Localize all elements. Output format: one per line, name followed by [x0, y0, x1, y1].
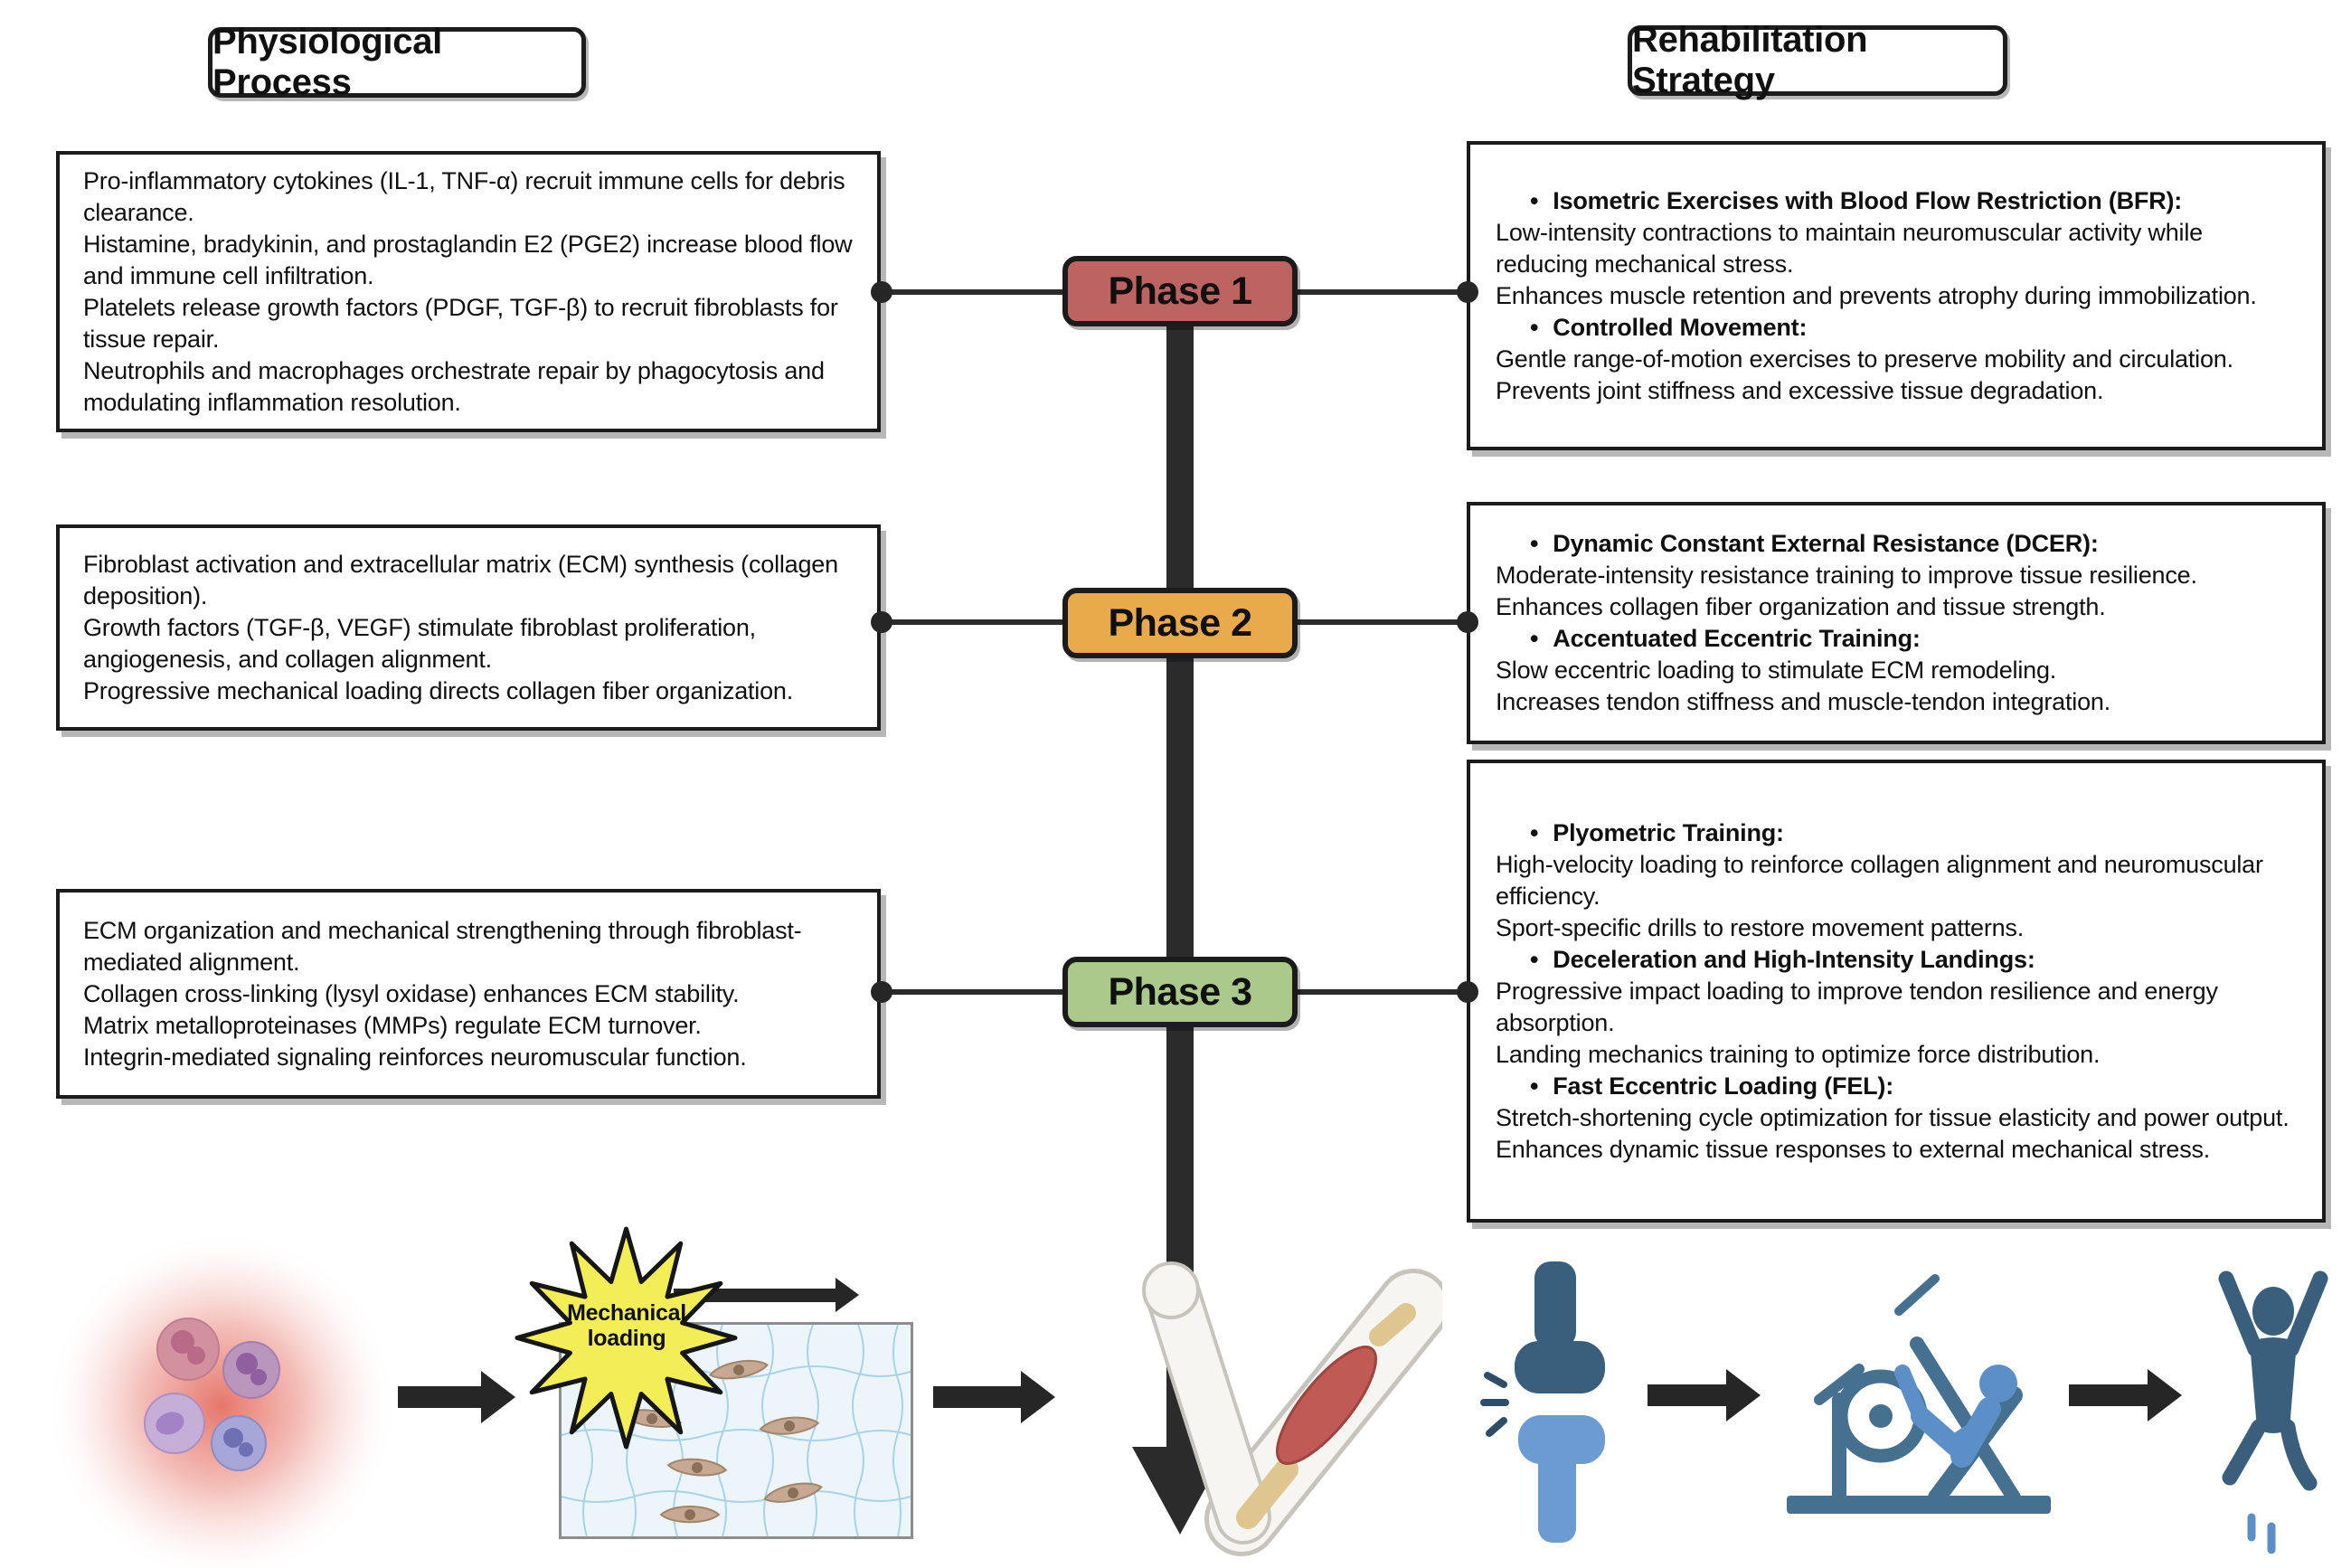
- rehab-text: Sport-specific drills to restore movement patterns.: [1496, 913, 2025, 941]
- arrow-right-icon: [1648, 1369, 1761, 1422]
- rehab-text: Enhances collagen fiber organization and tissue strength.: [1496, 593, 2106, 620]
- physiological-process-header-label: Physiological Process: [212, 22, 442, 102]
- physiology-text: Collagen cross-linking (lysyl oxidase) enhances ECM stability.: [83, 979, 740, 1007]
- physiology-text: Neutrophils and macrophages orchestrate repair by phagocytosis and modulating inflammation resolution.: [83, 356, 825, 416]
- rehab-item-heading: • Isometric Exercises with Blood Flow Restriction (BFR):: [1496, 185, 2297, 217]
- physiology-text: Histamine, bradykinin, and prostaglandin E2 (PGE2) increase blood flow and immune cell infiltration.: [83, 230, 853, 289]
- inflamed-cells-icon: [41, 1230, 402, 1568]
- phase1-label: Phase 1: [1108, 269, 1252, 313]
- physiological-process-header: [208, 22, 586, 102]
- connector-dot: [871, 281, 892, 303]
- physiology-text: Matrix metalloproteinases (MMPs) regulate ECM turnover.: [83, 1011, 702, 1039]
- rehab-text: High-velocity loading to reinforce collagen alignment and neuromuscular efficiency.: [1496, 850, 2263, 910]
- physiology-text: Integrin-mediated signaling reinforces neuromuscular function.: [83, 1043, 747, 1071]
- physiology-text: Progressive mechanical loading directs collagen fiber organization.: [83, 676, 794, 704]
- rehab-item-heading: • Deceleration and High-Intensity Landings:: [1496, 944, 2297, 976]
- physiology-text: Pro-inflammatory cytokines (IL-1, TNF-α) recruit immune cells for debris clearance.: [83, 166, 845, 226]
- connector-dot: [1457, 611, 1478, 633]
- rehab-text: Increases tendon stiffness and muscle-tendon integration.: [1496, 688, 2111, 715]
- rehab-text: Moderate-intensity resistance training to improve tissue resilience.: [1496, 562, 2197, 589]
- connector-dot: [871, 981, 892, 1003]
- rehab-text: Progressive impact loading to improve tendon resilience and energy absorption.: [1496, 977, 2218, 1036]
- physiology-text: Fibroblast activation and extracellular matrix (ECM) synthesis (collagen deposition).: [83, 550, 838, 609]
- rehab-text: Gentle range-of-motion exercises to preserve mobility and circulation.: [1496, 345, 2233, 373]
- rehab-text: Enhances dynamic tissue responses to external mechanical stress.: [1496, 1135, 2211, 1163]
- jumping-person-icon: [2199, 1255, 2344, 1554]
- mechanical-loading-label: Mechanical loading: [567, 1300, 686, 1351]
- connector-dot: [871, 611, 892, 633]
- connector-dot: [1457, 281, 1478, 303]
- rehab-item-heading: • Accentuated Eccentric Training:: [1496, 623, 2297, 655]
- physiology-text: Growth factors (TGF-β, VEGF) stimulate fibroblast proliferation, angiogenesis, and collagen alignment.: [83, 613, 756, 673]
- rehab-box-phase2: [1467, 502, 2326, 744]
- rehab-item-heading: • Controlled Movement:: [1496, 312, 2297, 344]
- phase2-label: Phase 2: [1108, 600, 1252, 645]
- phase2-badge: [1062, 588, 1298, 658]
- physiology-box-phase1: [56, 151, 881, 432]
- leg-press-icon: [1783, 1264, 2054, 1522]
- phase3-badge: [1062, 957, 1298, 1027]
- physiology-text: ECM organization and mechanical strengthening through fibroblast-mediated alignment.: [83, 916, 802, 976]
- rehab-text: Slow eccentric loading to stimulate ECM remodeling.: [1496, 656, 2057, 684]
- rehabilitation-strategy-header-label: Rehabilitation Strategy: [1632, 20, 1868, 100]
- rehab-item-heading: • Plyometric Training:: [1496, 817, 2297, 849]
- physiology-box-phase3: [56, 889, 881, 1099]
- physiology-box-phase2: [56, 524, 881, 731]
- rehab-text: Stretch-shortening cycle optimization for tissue elasticity and power output.: [1496, 1103, 2290, 1131]
- connector-dot: [1457, 981, 1478, 1003]
- rehab-item-heading: • Fast Eccentric Loading (FEL):: [1496, 1071, 2297, 1102]
- rehabilitation-strategy-header: [1628, 20, 2007, 100]
- arrow-right-icon: [2069, 1369, 2182, 1422]
- rehab-item-heading: • Dynamic Constant External Resistance (DCER):: [1496, 528, 2297, 560]
- rehab-text: Low-intensity contractions to maintain neuromuscular activity while reducing mechanical stress.: [1496, 218, 2203, 278]
- rehab-text: Enhances muscle retention and prevents atrophy during immobilization.: [1496, 281, 2257, 309]
- rehab-box-phase1: [1467, 141, 2326, 450]
- arrow-right-icon: [398, 1371, 515, 1423]
- phase1-badge: [1062, 256, 1298, 326]
- arrow-right-icon: [933, 1371, 1055, 1423]
- knee-joint-icon: [1478, 1261, 1632, 1544]
- physiology-text: Platelets release growth factors (PDGF, TGF-β) to recruit fibroblasts for tissue repair.: [83, 293, 838, 353]
- rehab-box-phase3: [1467, 760, 2326, 1223]
- rehab-text: Prevents joint stiffness and excessive tissue degradation.: [1496, 376, 2104, 404]
- arm-muscle-icon: [1081, 1250, 1442, 1564]
- phase3-label: Phase 3: [1108, 969, 1252, 1014]
- rehab-text: Landing mechanics training to optimize force distribution.: [1496, 1040, 2101, 1068]
